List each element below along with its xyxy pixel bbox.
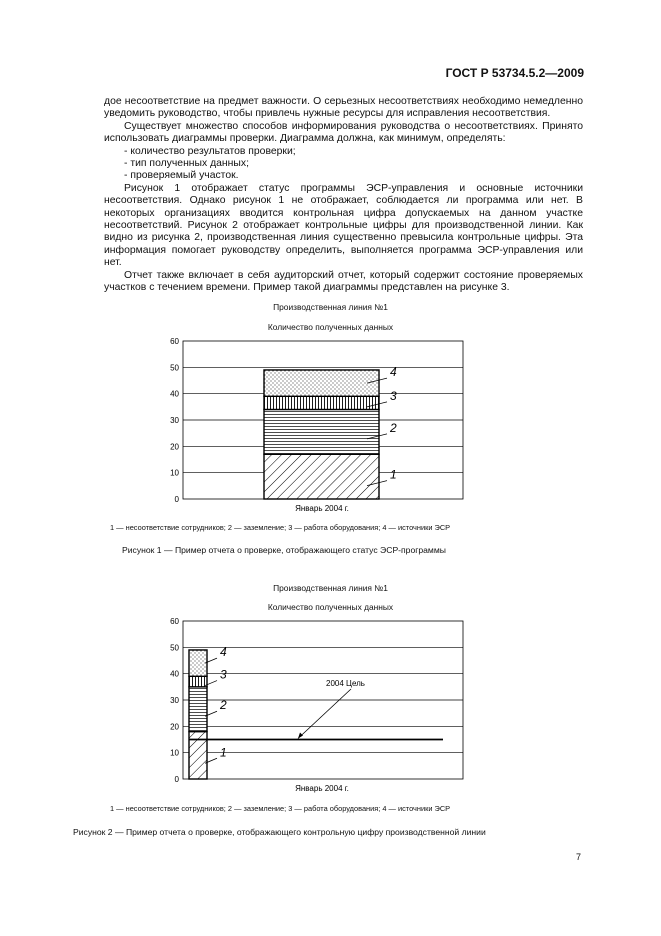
bar-segment-4 bbox=[189, 650, 207, 676]
bar-segment-1 bbox=[264, 454, 379, 499]
list-item bbox=[104, 158, 583, 170]
series-label: 1 bbox=[390, 467, 397, 482]
x-tick-label: Январь 2004 г. bbox=[295, 504, 349, 513]
paragraph: Существует множество способов информирования руководства о несоответствиях. Принято использовать диаграммы проверки. Диаграмма должна, как минимум, определять: bbox=[104, 120, 583, 145]
chart-subtitle: Количество полученных данных bbox=[267, 602, 394, 612]
document-code: ГОСТ Р 53734.5.2—2009 bbox=[445, 66, 584, 80]
figure-caption: Рисунок 1 — Пример отчета о проверке, отображающего статус ЭСР-программы bbox=[122, 545, 446, 555]
y-tick-label: 20 bbox=[170, 722, 179, 732]
bullet-mark: - bbox=[124, 170, 128, 182]
y-tick-label: 0 bbox=[174, 775, 179, 784]
series-label: 4 bbox=[390, 365, 397, 380]
y-tick-label: 30 bbox=[170, 696, 179, 705]
bullet-mark: - bbox=[124, 158, 128, 170]
chart-legend: 1 — несоответствие сотрудников; 2 — заземление; 3 — работа оборудования; 4 — источники ЭСР bbox=[110, 804, 451, 813]
list-item-text: тип полученных данных; bbox=[130, 158, 249, 170]
series-label: 3 bbox=[390, 388, 397, 403]
bar-segment-3 bbox=[189, 676, 207, 687]
chart-title: Производственная линия №1 bbox=[273, 583, 388, 593]
bar-segment-4 bbox=[264, 370, 379, 396]
series-label: 1 bbox=[220, 745, 227, 760]
figure-caption: Рисунок 2 — Пример отчета о проверке, отображающего контрольную цифру производственной линии bbox=[73, 827, 486, 837]
list-item bbox=[104, 170, 583, 182]
y-tick-label: 0 bbox=[174, 495, 179, 504]
series-label: 2 bbox=[390, 420, 397, 435]
bar-segment-2 bbox=[189, 687, 207, 732]
target-label: 2004 Цель bbox=[326, 679, 365, 688]
body-text bbox=[104, 96, 583, 295]
y-tick-label: 20 bbox=[170, 442, 179, 452]
y-tick-label: 10 bbox=[170, 468, 179, 478]
series-label: 3 bbox=[220, 667, 227, 682]
list-item bbox=[104, 146, 583, 158]
list-item-text: количество результатов проверки; bbox=[130, 145, 296, 157]
y-tick-label: 60 bbox=[170, 617, 179, 626]
y-tick-label: 40 bbox=[170, 389, 179, 399]
bullet-mark: - bbox=[124, 145, 128, 157]
y-tick-label: 40 bbox=[170, 669, 179, 679]
y-tick-label: 50 bbox=[170, 643, 179, 653]
chart-1 bbox=[0, 330, 661, 520]
chart-subtitle: Количество полученных данных bbox=[267, 322, 394, 332]
list-item-text: проверяемый участок. bbox=[130, 170, 239, 182]
chart-title: Производственная линия №1 bbox=[273, 302, 388, 312]
chart-legend: 1 — несоответствие сотрудников; 2 — заземление; 3 — работа оборудования; 4 — источники ЭСР bbox=[110, 523, 451, 532]
page-number: 7 bbox=[575, 852, 581, 862]
y-tick-label: 60 bbox=[170, 337, 179, 346]
bar-segment-3 bbox=[264, 396, 379, 409]
paragraph: дое несоответствие на предмет важности. О серьезных несоответствиях необходимо немедленно уведомить руководство, чтобы привлечь нужные ресурсы для исправления несоответствия. bbox=[104, 96, 583, 120]
y-tick-label: 30 bbox=[170, 416, 179, 425]
series-label: 4 bbox=[220, 645, 227, 660]
series-label: 2 bbox=[220, 698, 227, 713]
paragraph: Отчет также включает в себя аудиторский отчет, который содержит состояние проверяемых участков с течением времени. Пример такой диаграммы представлен на рисунке 3. bbox=[104, 269, 583, 294]
y-tick-label: 10 bbox=[170, 748, 179, 758]
y-tick-label: 50 bbox=[170, 363, 179, 373]
chart-2 bbox=[0, 610, 661, 800]
paragraph: Рисунок 1 отображает статус программы ЭСР-управления и основные источники несоответствия. Однако рисунок 1 не отображает, соблюдается ли программа или нет. В некоторых организациях вводится контрольная цифра допускаемых на данном участке несоответствий. Рисунок 2 отображает контрольные цифры для производственной линии. Как видно из рисунка 2, производственная линия существенно превысила контрольные цифры. Эта информация помогает руководству определить, выполняется программа ЭСР-управления или нет. bbox=[104, 182, 583, 269]
bar-segment-2 bbox=[264, 409, 379, 454]
x-tick-label: Январь 2004 г. bbox=[295, 784, 349, 793]
